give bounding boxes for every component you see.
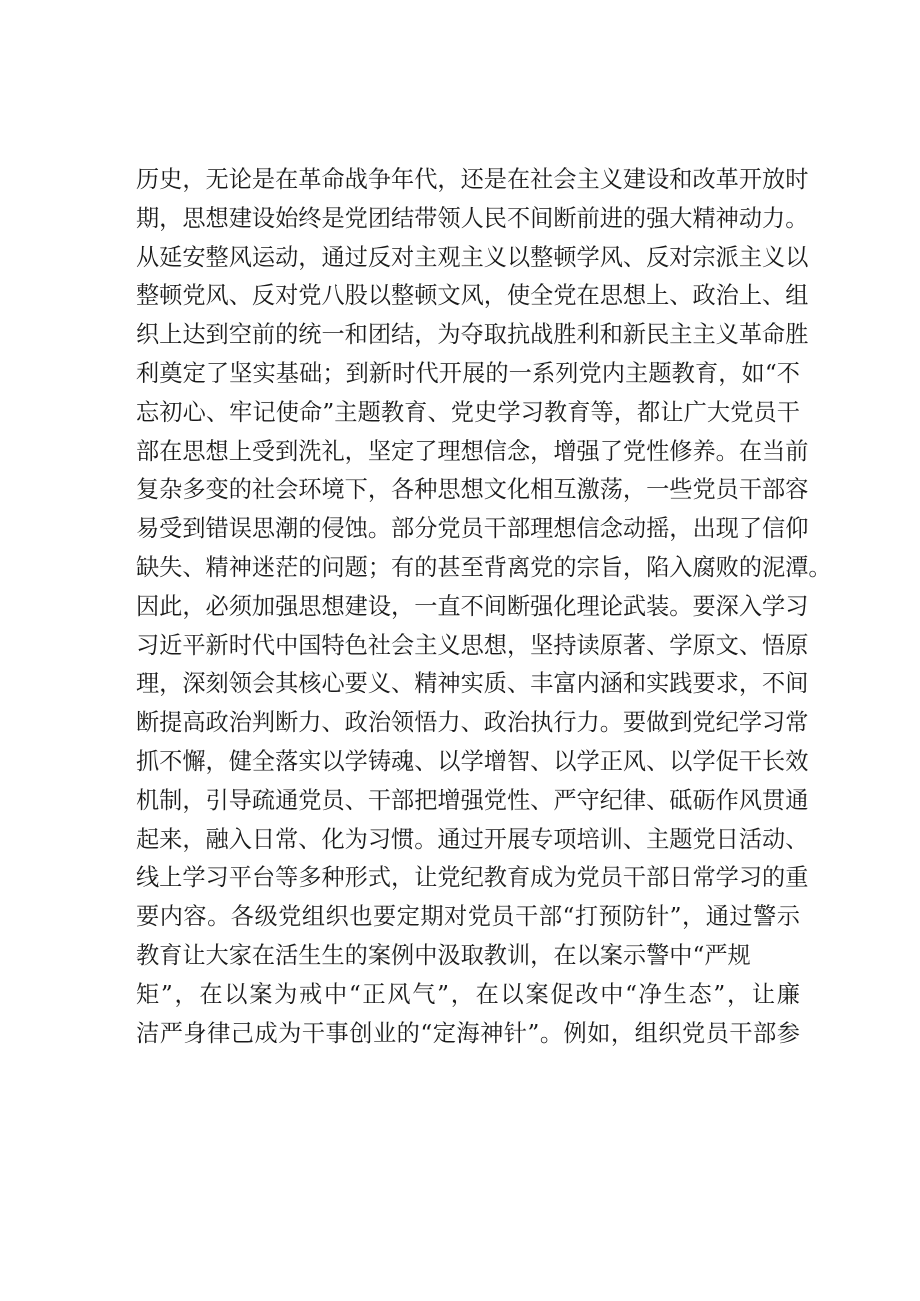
text-line: 要内容。各级党组织也要定期对党员干部“打预防针”，通过警示 [136,903,800,931]
text-line: 利奠定了坚实基础；到新时代开展的一系列党内主题教育，如“不 [136,359,800,387]
text-line: 复杂多变的社会环境下，各种思想文化相互激荡，一些党员干部容 [136,476,809,504]
body-paragraph [136,161,832,1053]
text-line: 矩”，在以案为戒中“正风气”，在以案促改中“净生态”，让廉 [136,980,800,1008]
text-line: 织上达到空前的统一和团结，为夺取抗战胜利和新民主主义革命胜 [136,321,809,349]
text-line: 部在思想上受到洗礼，坚定了理想信念，增强了党性修养。在当前 [136,437,809,465]
text-line: 从延安整风运动，通过反对主观主义以整顿学风、反对宗派主义以 [136,243,809,271]
text-line: 线上学习平台等多种形式，让党纪教育成为党员干部日常学习的重 [136,864,809,892]
text-line: 历史，无论是在革命战争年代，还是在社会主义建设和改革开放时 [136,166,809,193]
text-line: 习近平新时代中国特色社会主义思想，坚持读原著、学原文、悟原 [136,631,809,659]
text-line: 理，深刻领会其核心要义、精神实质、丰富内涵和实践要求，不间 [136,670,809,698]
text-line: 教育让大家在活生生的案例中汲取教训，在以案示警中“严规 [136,941,751,969]
text-line: 洁严身律己成为干事创业的“定海神针”。例如，组织党员干部参 [136,1019,800,1047]
text-line: 断提高政治判断力、政治领悟力、政治执行力。要做到党纪学习常 [136,709,809,737]
text-line: 抓不懈，健全落实以学铸魂、以学增智、以学正风、以学促干长效 [136,747,809,775]
text-line: 缺失、精神迷茫的问题；有的甚至背离党的宗旨，陷入腐败的泥潭。 [136,553,832,581]
text-line: 整顿党风、反对党八股以整顿文风，使全党在思想上、政治上、组 [136,282,809,310]
text-line: 起来，融入日常、化为习惯。通过开展专项培训、主题党日活动、 [136,825,809,853]
text-line: 机制，引导疏通党员、干部把增强党性、严守纪律、砥砺作风贯通 [136,786,809,814]
text-line: 期，思想建设始终是党团结带领人民不间断前进的强大精神动力。 [136,204,809,232]
text-line: 因此，必须加强思想建设，一直不间断强化理论武装。要深入学习 [136,592,809,620]
text-line: 易受到错误思潮的侵蚀。部分党员干部理想信念动摇，出现了信仰 [136,515,809,543]
text-line: 忘初心、牢记使命”主题教育、党史学习教育等，都让广大党员干 [136,398,800,426]
